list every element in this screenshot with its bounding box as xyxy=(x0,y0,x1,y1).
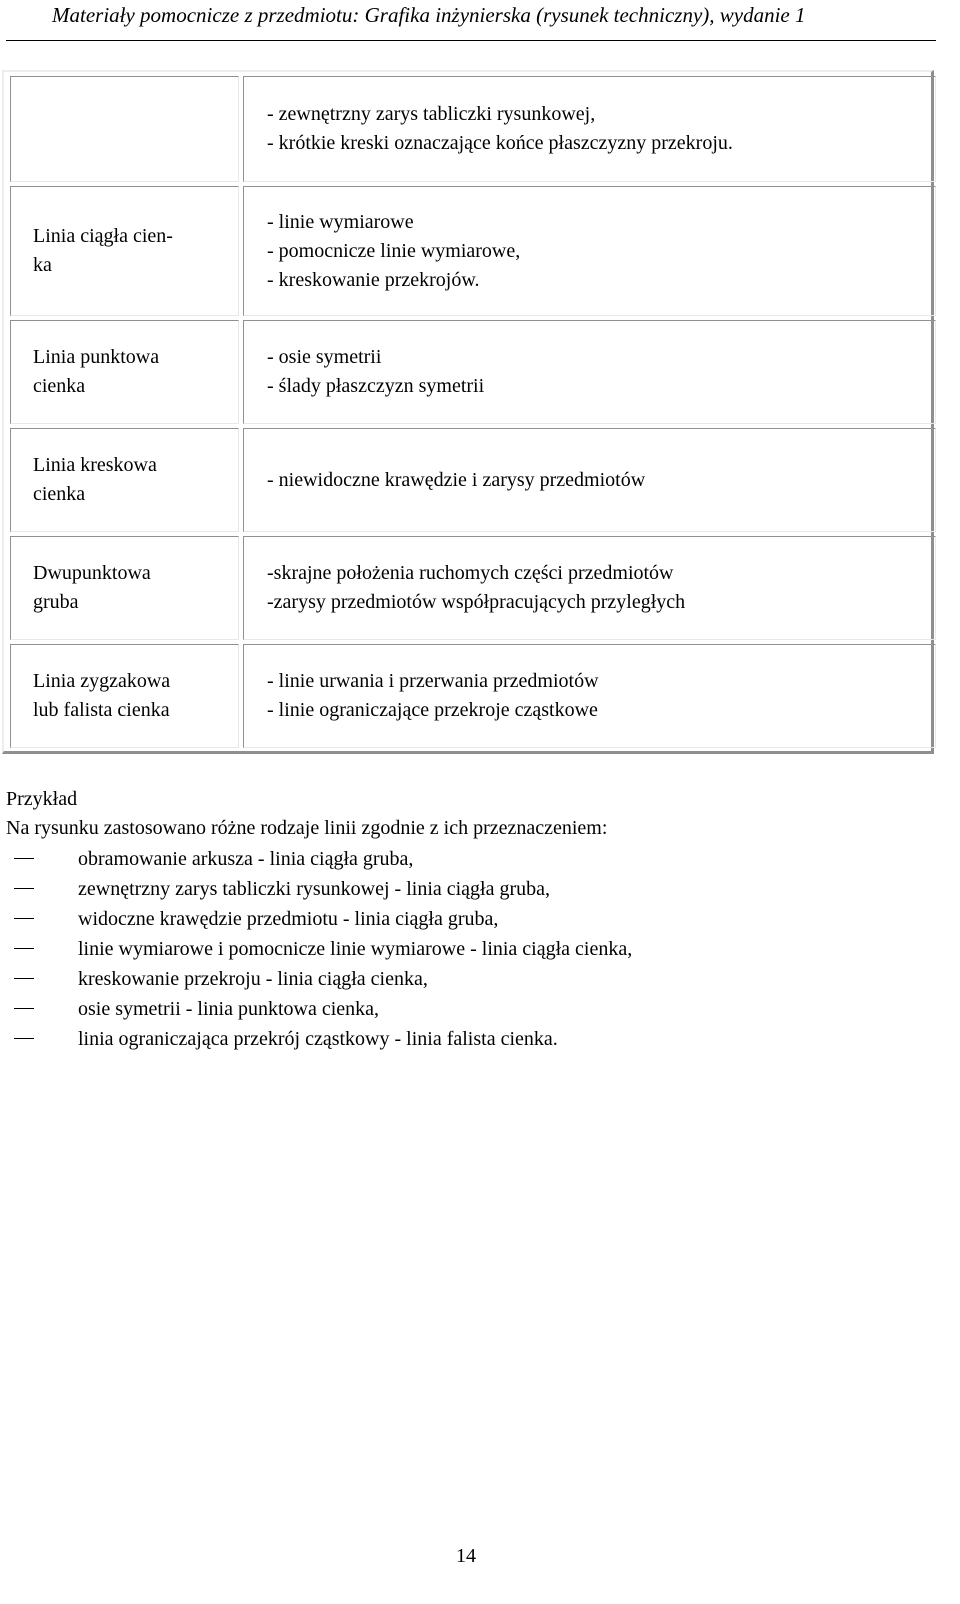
line-type-name: Linia zygzakowa lub falista cienka xyxy=(33,670,171,721)
line-types-table xyxy=(2,70,934,754)
table-cell-uses xyxy=(243,536,936,640)
list-item xyxy=(0,1024,960,1054)
page-number: 14 xyxy=(456,1545,476,1567)
dash-bullet-icon xyxy=(14,918,34,919)
table-cell-uses xyxy=(243,428,936,532)
dash-bullet-icon xyxy=(14,858,34,859)
list-item-text: widoczne krawędzie przedmiotu - linia ciągła gruba, xyxy=(78,908,499,930)
table-cell-line-type xyxy=(10,644,239,748)
use-line: - kreskowanie przekrojów. xyxy=(267,268,480,291)
use-line: - pomocnicze linie wymiarowe, xyxy=(267,239,521,262)
use-line: - ślady płaszczyzn symetrii xyxy=(267,375,485,397)
use-line: - niewidoczne krawędzie i zarysy przedmiotów xyxy=(267,468,646,491)
table-cell-line-type xyxy=(10,76,239,182)
line-type-name: Dwupunktowa gruba xyxy=(33,562,151,613)
list-item-text: kreskowanie przekroju - linia ciągła cienka, xyxy=(78,968,428,990)
example-intro: Na rysunku zastosowano różne rodzaje linii zgodnie z ich przeznaczeniem: xyxy=(6,817,608,839)
table-cell-line-type xyxy=(10,536,239,640)
list-item xyxy=(0,994,960,1024)
use-line: - krótkie kreski oznaczające końce płaszczyzny przekroju. xyxy=(267,132,733,154)
table-cell-uses xyxy=(243,644,936,748)
dash-bullet-icon xyxy=(14,1038,34,1039)
table-cell-uses xyxy=(243,320,936,424)
use-line: -zarysy przedmiotów współpracujących przyległych xyxy=(267,591,686,613)
use-line: - zewnętrzny zarys tabliczki rysunkowej, xyxy=(267,103,596,125)
page-header: Materiały pomocnicze z przedmiotu: Grafika inżynierska (rysunek techniczny), wydanie 1 xyxy=(52,3,806,27)
example-list xyxy=(0,844,960,1054)
line-type-name: Linia kreskowa cienka xyxy=(33,454,157,505)
use-line: - linie ograniczające przekroje cząstkowe xyxy=(267,699,598,721)
table-cell-line-type xyxy=(10,320,239,424)
line-type-name: Linia punktowa cienka xyxy=(33,346,160,397)
list-item xyxy=(0,844,960,874)
list-item-text: linia ograniczająca przekrój cząstkowy - linia falista cienka. xyxy=(78,1028,558,1050)
table-cell-line-type xyxy=(10,186,239,316)
header-divider xyxy=(6,40,936,41)
table-cell-uses xyxy=(243,186,936,316)
list-item xyxy=(0,904,960,934)
table-cell-uses xyxy=(243,76,936,182)
list-item-text: obramowanie arkusza - linia ciągła gruba, xyxy=(78,848,414,870)
dash-bullet-icon xyxy=(14,948,34,949)
list-item xyxy=(0,964,960,994)
list-item xyxy=(0,874,960,904)
use-line: - osie symetrii xyxy=(267,346,382,368)
use-line: - linie wymiarowe xyxy=(267,210,414,233)
use-line: - linie urwania i przerwania przedmiotów xyxy=(267,670,599,692)
table-cell-line-type xyxy=(10,428,239,532)
line-type-name: Linia ciągła cien- ka xyxy=(33,225,173,276)
use-line: -skrajne położenia ruchomych części przedmiotów xyxy=(267,562,674,584)
dash-bullet-icon xyxy=(14,888,34,889)
list-item-text: zewnętrzny zarys tabliczki rysunkowej - linia ciągła gruba, xyxy=(78,878,551,900)
dash-bullet-icon xyxy=(14,978,34,979)
dash-bullet-icon xyxy=(14,1008,34,1009)
example-heading: Przykład xyxy=(6,788,78,810)
list-item-text: osie symetrii - linia punktowa cienka, xyxy=(78,998,380,1020)
list-item-text: linie wymiarowe i pomocnicze linie wymiarowe - linia ciągła cienka, xyxy=(78,938,633,960)
list-item xyxy=(0,934,960,964)
